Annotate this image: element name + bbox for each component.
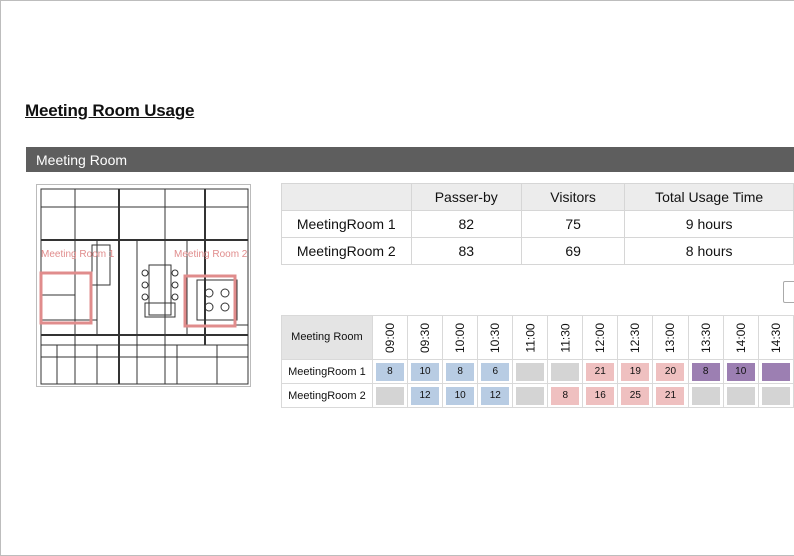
heatmap-cell — [758, 384, 793, 408]
usage-count-chip: 10 — [446, 387, 474, 405]
heatmap-cell — [688, 384, 723, 408]
table-header-row — [282, 184, 794, 211]
usage-summary-table — [281, 183, 794, 265]
heatmap-cell — [513, 384, 548, 408]
heatmap-cell — [583, 384, 618, 408]
hourly-usage-heatmap — [281, 315, 794, 408]
time-label: 10:00 — [453, 322, 468, 353]
heatmap-cell — [723, 384, 758, 408]
usage-count-chip — [551, 363, 579, 381]
usage-count-chip: 12 — [481, 387, 509, 405]
heatmap-cell — [372, 384, 407, 408]
time-label: 13:30 — [698, 322, 713, 353]
heatmap-header-row — [282, 316, 794, 360]
heatmap-row — [282, 360, 794, 384]
time-column-header — [478, 316, 513, 360]
time-column-header — [407, 316, 442, 360]
floorplan-label-room-1: Meeting Room 1 — [41, 249, 115, 260]
heatmap-cell — [478, 384, 513, 408]
usage-count-chip: 21 — [586, 363, 614, 381]
time-column-header — [688, 316, 723, 360]
passer-by-value: 83 — [411, 238, 521, 265]
heatmap-row — [282, 384, 794, 408]
heatmap-cell — [372, 360, 407, 384]
usage-count-chip: 19 — [621, 363, 649, 381]
usage-count-chip — [762, 387, 790, 405]
usage-count-chip: 20 — [656, 363, 684, 381]
usage-count-chip: 8 — [692, 363, 720, 381]
column-header-visitors: Visitors — [521, 184, 624, 211]
page-title: Meeting Room Usage — [25, 101, 195, 120]
heatmap-cell — [653, 360, 688, 384]
heatmap-cell — [583, 360, 618, 384]
heatmap-cell — [618, 384, 653, 408]
time-column-header — [513, 316, 548, 360]
heatmap-cell — [407, 360, 442, 384]
floorplan-label-room-2: Meeting Room 2 — [174, 249, 248, 260]
visitors-value: 75 — [521, 211, 624, 238]
usage-count-chip — [692, 387, 720, 405]
usage-count-chip: 10 — [727, 363, 755, 381]
time-column-header — [653, 316, 688, 360]
heatmap-cell — [723, 360, 758, 384]
floorplan-image — [36, 184, 251, 387]
heatmap-cell — [443, 360, 478, 384]
passer-by-value: 82 — [411, 211, 521, 238]
time-label: 14:30 — [768, 322, 783, 353]
column-header — [282, 184, 412, 211]
time-column-header — [583, 316, 618, 360]
time-column-header — [723, 316, 758, 360]
floorplan-drawing — [37, 185, 251, 387]
time-label: 11:00 — [523, 322, 538, 353]
heatmap-cell — [618, 360, 653, 384]
heatmap-room-name: MeetingRoom 2 — [282, 384, 373, 408]
usage-count-chip: 25 — [621, 387, 649, 405]
time-label: 12:30 — [628, 322, 643, 353]
room-name: MeetingRoom 1 — [282, 211, 412, 238]
usage-count-chip: 10 — [411, 363, 439, 381]
usage-count-chip: 21 — [656, 387, 684, 405]
heatmap-corner-label: Meeting Room — [282, 316, 373, 360]
column-header-total-usage-time: Total Usage Time — [625, 184, 794, 211]
time-label: 12:00 — [593, 322, 608, 353]
usage-count-chip — [762, 363, 790, 381]
heatmap-cell — [548, 384, 583, 408]
usage-count-chip: 12 — [411, 387, 439, 405]
usage-count-chip: 8 — [446, 363, 474, 381]
time-label: 09:00 — [382, 322, 397, 353]
time-label: 13:00 — [663, 322, 678, 353]
room-name: MeetingRoom 2 — [282, 238, 412, 265]
section-header: Meeting Room — [26, 147, 794, 172]
usage-time-value: 9 hours — [625, 211, 794, 238]
time-column-header — [443, 316, 478, 360]
usage-time-value: 8 hours — [625, 238, 794, 265]
usage-count-chip — [516, 363, 544, 381]
time-label: 09:30 — [418, 322, 433, 353]
usage-count-chip: 6 — [481, 363, 509, 381]
time-label: 11:30 — [558, 322, 573, 353]
column-header-passer-by: Passer-by — [411, 184, 521, 211]
heatmap-cell — [548, 360, 583, 384]
usage-count-chip — [727, 387, 755, 405]
time-column-header — [618, 316, 653, 360]
heatmap-cell — [443, 384, 478, 408]
usage-count-chip: 8 — [376, 363, 404, 381]
time-label: 14:00 — [733, 322, 748, 353]
visitors-value: 69 — [521, 238, 624, 265]
table-row — [282, 211, 794, 238]
usage-count-chip: 16 — [586, 387, 614, 405]
export-button[interactable] — [783, 281, 794, 303]
usage-count-chip — [516, 387, 544, 405]
meeting-room-2-highlight — [185, 276, 235, 326]
time-column-header — [758, 316, 793, 360]
time-label: 10:30 — [488, 322, 503, 353]
heatmap-cell — [513, 360, 548, 384]
table-row — [282, 238, 794, 265]
heatmap-cell — [758, 360, 793, 384]
usage-count-chip: 8 — [551, 387, 579, 405]
heatmap-room-name: MeetingRoom 1 — [282, 360, 373, 384]
time-column-header — [548, 316, 583, 360]
usage-count-chip — [376, 387, 404, 405]
meeting-room-1-highlight — [41, 273, 91, 323]
heatmap-cell — [478, 360, 513, 384]
heatmap-cell — [688, 360, 723, 384]
heatmap-cell — [407, 384, 442, 408]
time-column-header — [372, 316, 407, 360]
heatmap-cell — [653, 384, 688, 408]
